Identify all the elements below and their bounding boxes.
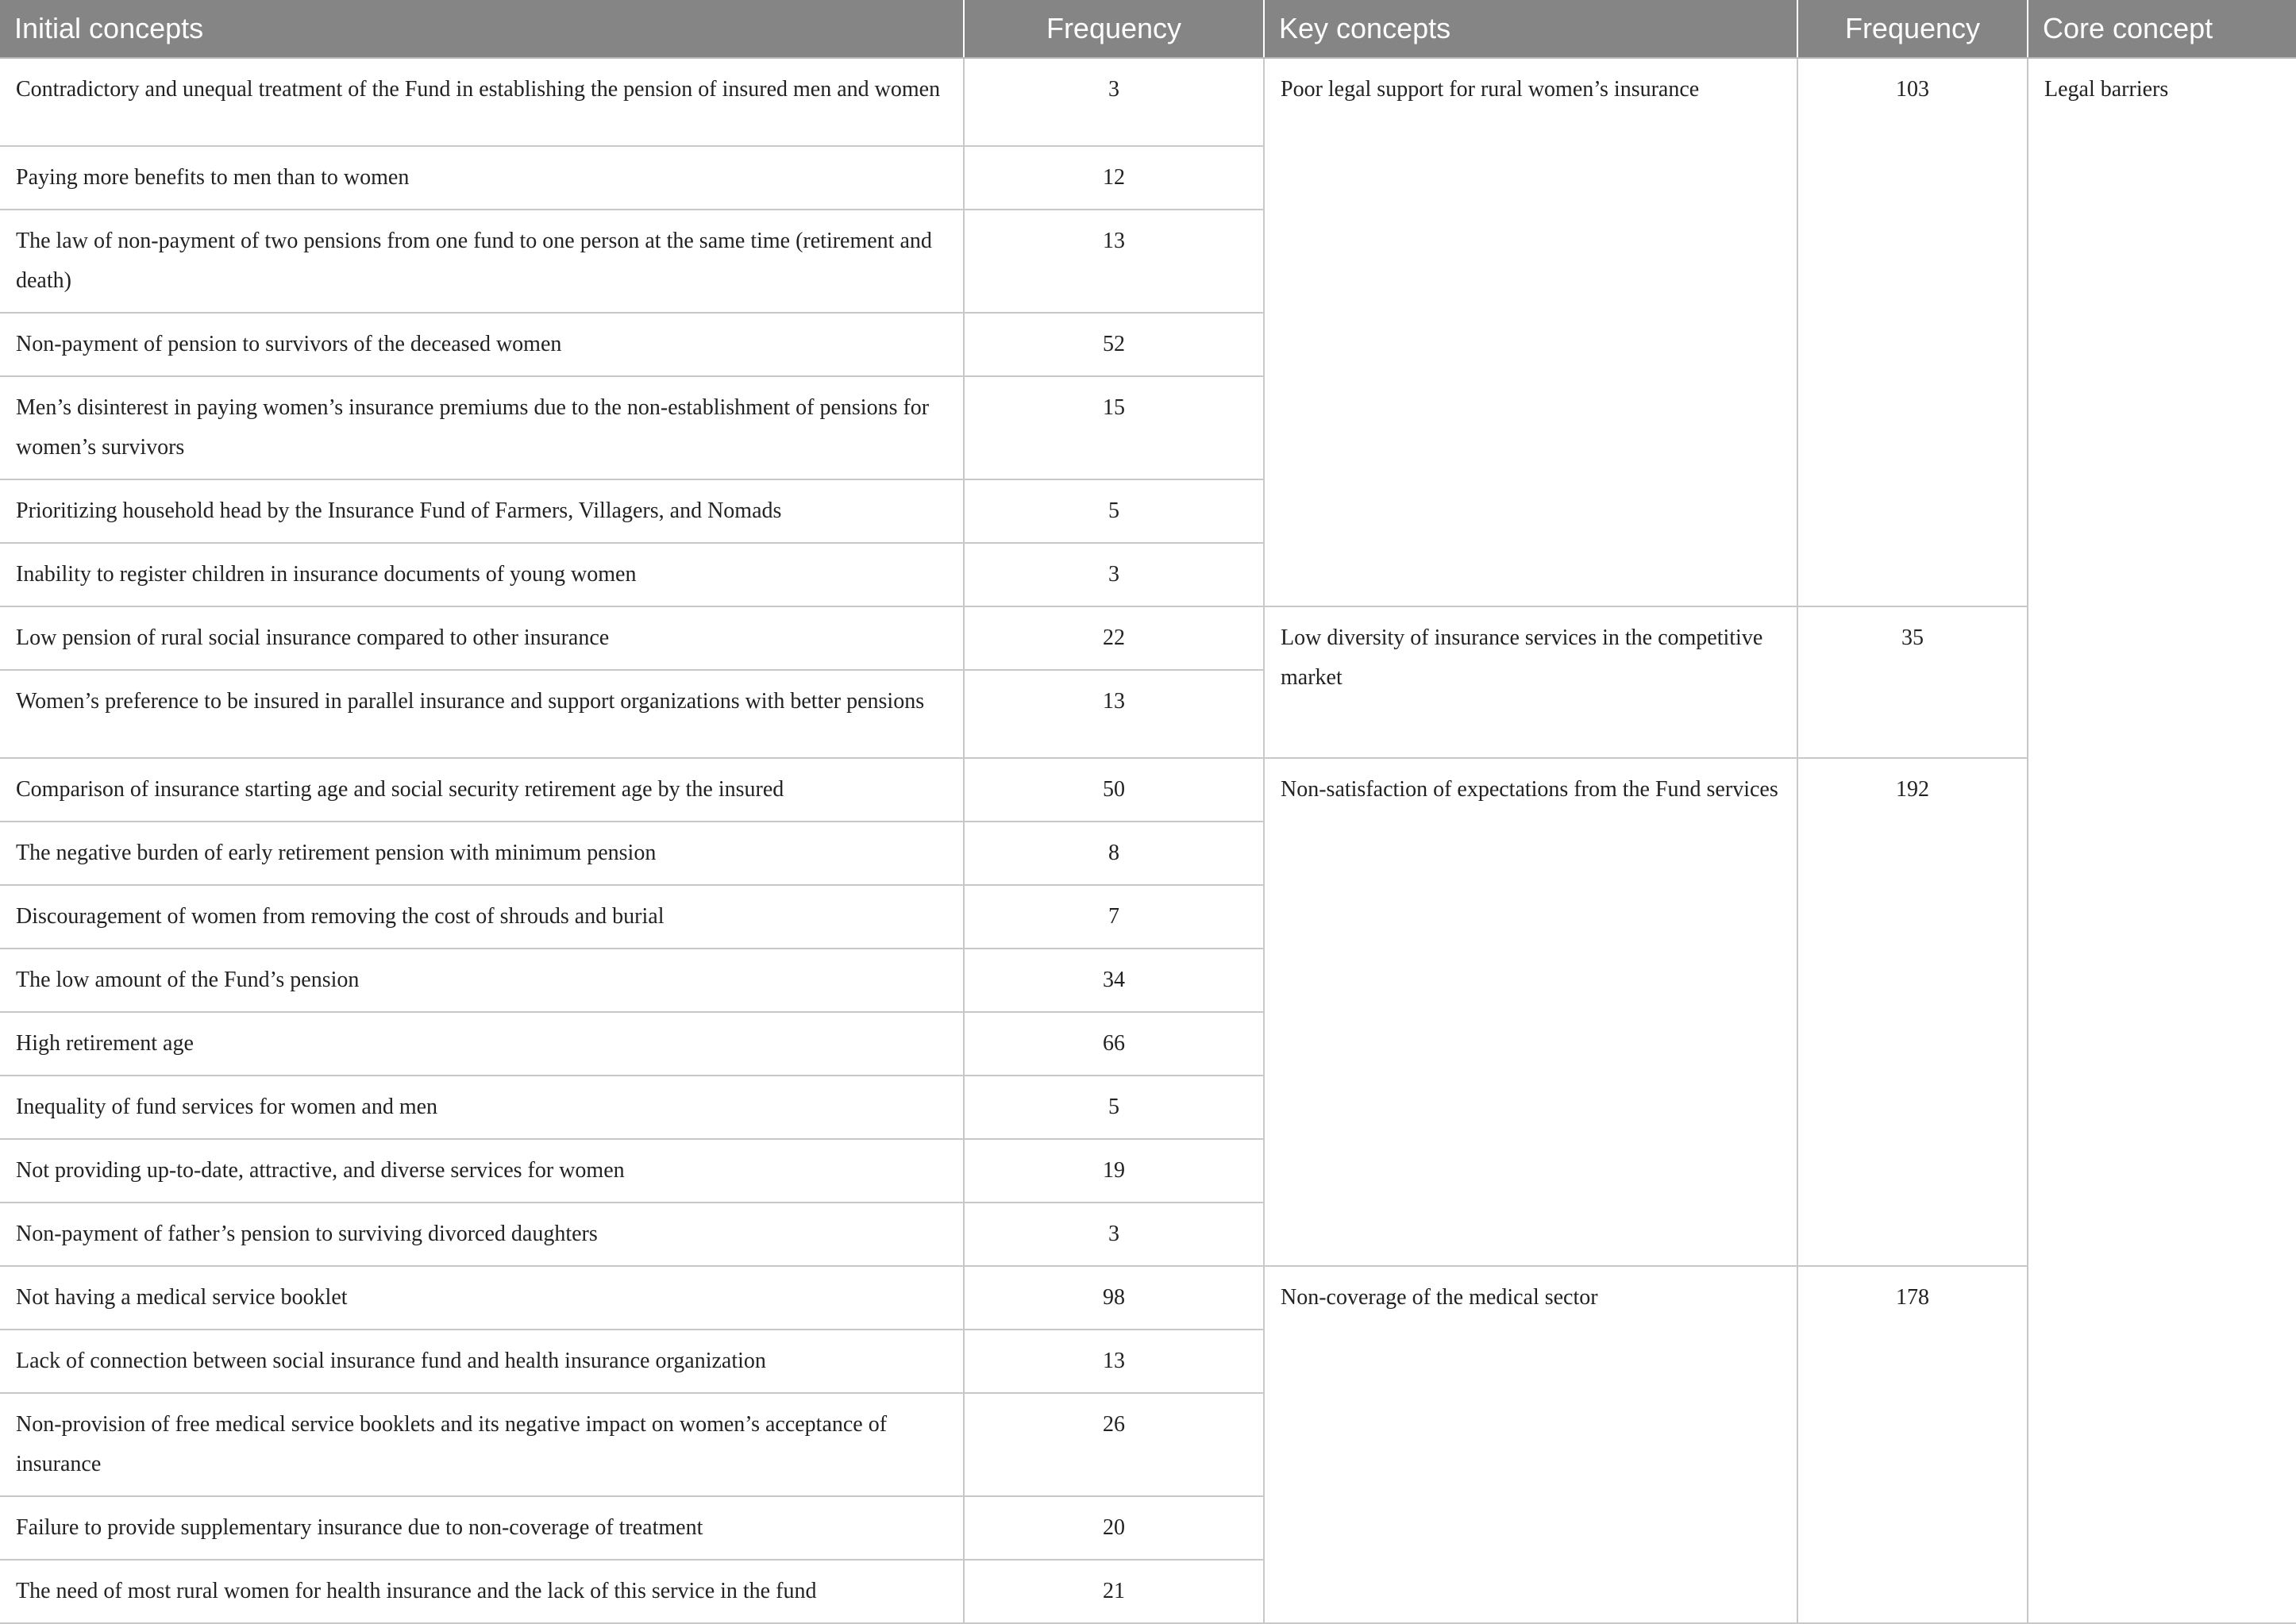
- initial-frequency-cell: 20: [964, 1496, 1264, 1560]
- initial-concept-cell: Inequality of fund services for women and men: [0, 1076, 964, 1139]
- initial-frequency-cell: 13: [964, 210, 1264, 313]
- initial-concept-cell: The negative burden of early retirement pension with minimum pension: [0, 822, 964, 885]
- key-concept-cell: Non-satisfaction of expectations from the Fund services: [1264, 758, 1797, 1266]
- initial-concept-cell: Not providing up-to-date, attractive, and diverse services for women: [0, 1139, 964, 1203]
- initial-frequency-cell: 8: [964, 822, 1264, 885]
- initial-frequency-cell: 21: [964, 1560, 1264, 1623]
- key-concept-cell: Low diversity of insurance services in the competitive market: [1264, 606, 1797, 758]
- initial-concept-cell: Low pension of rural social insurance compared to other insurance: [0, 606, 964, 670]
- initial-concept-cell: Men’s disinterest in paying women’s insurance premiums due to the non-establishment of pensions for women’s survivors: [0, 376, 964, 479]
- key-frequency-cell: 103: [1797, 58, 2028, 606]
- header-initial-concepts: Initial concepts: [0, 0, 964, 58]
- initial-frequency-cell: 3: [964, 543, 1264, 606]
- initial-concept-cell: The low amount of the Fund’s pension: [0, 949, 964, 1012]
- initial-concept-cell: Discouragement of women from removing the cost of shrouds and burial: [0, 885, 964, 949]
- initial-frequency-cell: 19: [964, 1139, 1264, 1203]
- initial-concept-cell: Failure to provide supplementary insurance due to non-coverage of treatment: [0, 1496, 964, 1560]
- initial-concept-cell: The need of most rural women for health insurance and the lack of this service in the fund: [0, 1560, 964, 1623]
- key-frequency-cell: 178: [1797, 1266, 2028, 1623]
- initial-concept-cell: Comparison of insurance starting age and social security retirement age by the insured: [0, 758, 964, 822]
- initial-frequency-cell: 22: [964, 606, 1264, 670]
- initial-frequency-cell: 26: [964, 1393, 1264, 1496]
- initial-frequency-cell: 3: [964, 58, 1264, 146]
- initial-concept-cell: Non-payment of father’s pension to surviving divorced daughters: [0, 1203, 964, 1266]
- initial-concept-cell: Women’s preference to be insured in parallel insurance and support organizations with better pensions: [0, 670, 964, 758]
- initial-frequency-cell: 34: [964, 949, 1264, 1012]
- initial-frequency-cell: 98: [964, 1266, 1264, 1330]
- key-frequency-cell: 35: [1797, 606, 2028, 758]
- initial-frequency-cell: 7: [964, 885, 1264, 949]
- initial-concept-cell: Prioritizing household head by the Insurance Fund of Farmers, Villagers, and Nomads: [0, 479, 964, 543]
- table-row: [0, 1266, 2296, 1330]
- header-frequency-initial: Frequency: [964, 0, 1264, 58]
- initial-frequency-cell: 66: [964, 1012, 1264, 1076]
- initial-frequency-cell: 13: [964, 1330, 1264, 1393]
- table-row: [0, 58, 2296, 146]
- table-row: [0, 758, 2296, 822]
- table-row: [0, 606, 2296, 670]
- initial-frequency-cell: 3: [964, 1203, 1264, 1266]
- key-frequency-cell: 192: [1797, 758, 2028, 1266]
- initial-frequency-cell: 13: [964, 670, 1264, 758]
- initial-concept-cell: High retirement age: [0, 1012, 964, 1076]
- initial-frequency-cell: 52: [964, 313, 1264, 376]
- core-concept-cell: Legal barriers: [2028, 58, 2296, 1623]
- initial-frequency-cell: 15: [964, 376, 1264, 479]
- header-row: [0, 0, 2296, 58]
- initial-concept-cell: Inability to register children in insurance documents of young women: [0, 543, 964, 606]
- initial-frequency-cell: 5: [964, 1076, 1264, 1139]
- initial-concept-cell: The law of non-payment of two pensions from one fund to one person at the same time (retirement and death): [0, 210, 964, 313]
- initial-frequency-cell: 5: [964, 479, 1264, 543]
- initial-concept-cell: Not having a medical service booklet: [0, 1266, 964, 1330]
- key-concept-cell: Poor legal support for rural women’s insurance: [1264, 58, 1797, 606]
- initial-concept-cell: Contradictory and unequal treatment of the Fund in establishing the pension of insured men and women: [0, 58, 964, 146]
- initial-concept-cell: Lack of connection between social insurance fund and health insurance organization: [0, 1330, 964, 1393]
- initial-concept-cell: Paying more benefits to men than to women: [0, 146, 964, 210]
- header-frequency-key: Frequency: [1797, 0, 2028, 58]
- header-core-concept: Core concept: [2028, 0, 2296, 58]
- initial-concept-cell: Non-provision of free medical service booklets and its negative impact on women’s acceptance of insurance: [0, 1393, 964, 1496]
- key-concept-cell: Non-coverage of the medical sector: [1264, 1266, 1797, 1623]
- initial-frequency-cell: 50: [964, 758, 1264, 822]
- initial-concept-cell: Non-payment of pension to survivors of the deceased women: [0, 313, 964, 376]
- header-key-concepts: Key concepts: [1264, 0, 1797, 58]
- initial-frequency-cell: 12: [964, 146, 1264, 210]
